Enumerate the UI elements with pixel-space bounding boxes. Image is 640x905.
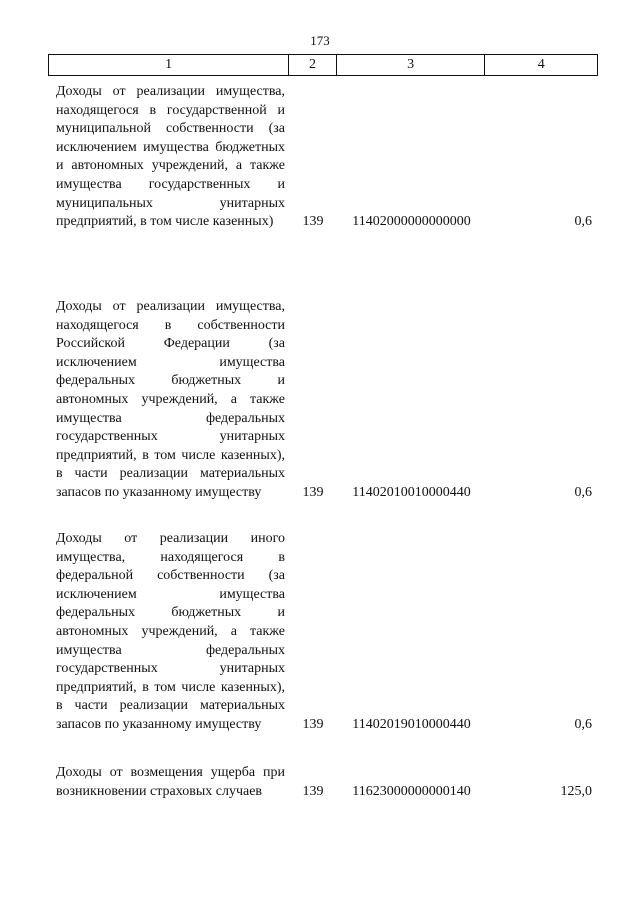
row-admin-code: 139 [302,716,324,732]
row-description: Доходы от реализации иного имущества, находящегося в федеральной собственности (за исключением имущества федеральных бюджетных и автономных учреждений, а также имущества федеральных государственных унитарных предприятий, в том числе казенных), в части реализации материальных запасов по указанному имуществу [56,531,285,732]
row-kbk-code: 11402010010000440 [352,484,471,500]
row-admin-code: 139 [302,783,324,799]
row-admin-code: 139 [302,214,324,230]
row-description: Доходы от возмещения ущерба при возникновении страховых случаев [56,765,285,799]
column-header-4: 4 [537,57,545,72]
row-kbk-code: 11402019010000440 [352,716,471,732]
column-header-2: 2 [289,55,337,75]
column-header-3: 3 [337,55,485,75]
row-amount: 0,6 [574,716,592,732]
row-kbk-code: 11623000000000140 [352,783,471,799]
row-amount: 125,0 [560,783,592,799]
table-row [48,530,598,735]
column-header-1: 1 [49,55,289,75]
table-header [48,54,598,76]
row-amount: 0,6 [574,214,592,230]
row-amount: 0,6 [574,484,592,500]
page-number: 173 [310,33,330,48]
row-description: Доходы от реализации имущества, находящегося в государственной и муниципальной собственности (за исключением имущества бюджетных и автономных учреждений, а также имущества государственных и муниципальных унитарных предприятий, в том числе казенных) [56,84,285,230]
table-row [48,83,598,232]
row-description: Доходы от реализации имущества, находящегося в собственности Российской Федерации (за исключением имущества федеральных бюджетных и автономных учреждений, а также имущества федеральных государственных унитарных предприятий, в том числе казенных), в части реализации материальных запасов по указанному имуществу [56,299,285,500]
row-kbk-code: 11402000000000000 [352,214,471,230]
table-row [48,764,598,801]
table-row [48,298,598,503]
row-admin-code: 139 [302,484,324,500]
